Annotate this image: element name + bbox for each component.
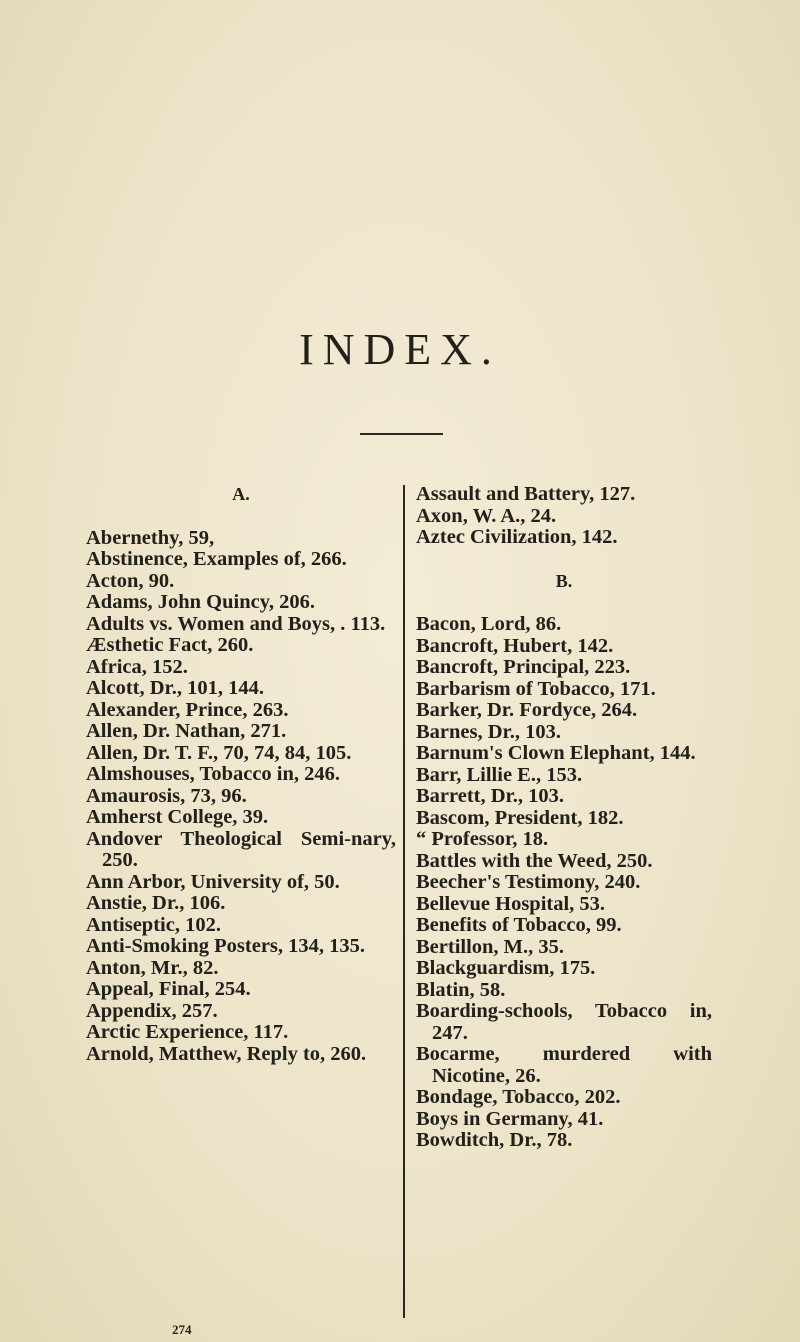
- index-entry: Bondage, Tobacco, 202.: [416, 1086, 621, 1108]
- spacer: [416, 592, 712, 614]
- index-entry: Blackguardism, 175.: [416, 957, 596, 979]
- index-entry: Amherst College, 39.: [86, 806, 269, 828]
- letter-heading-a: A.: [232, 484, 250, 504]
- index-entry: Arnold, Matthew, Reply to, 260.: [86, 1042, 367, 1065]
- index-entry: Æsthetic Fact, 260.: [86, 634, 254, 656]
- index-entry: Adams, John Quincy, 206.: [86, 591, 315, 613]
- index-entry: Allen, Dr. Nathan, 271.: [86, 720, 287, 742]
- index-entry: Acton, 90.: [86, 569, 175, 592]
- index-entry: Benefits of Tobacco, 99.: [416, 914, 622, 936]
- index-entry: Bowditch, Dr., 78.: [416, 1129, 573, 1151]
- index-entry: Axon, W. A., 24.: [416, 504, 557, 527]
- index-entry: Alcott, Dr., 101, 144.: [86, 677, 265, 699]
- index-entry: Bascom, President, 182.: [416, 806, 624, 829]
- index-entry: Amaurosis, 73, 96.: [86, 784, 247, 807]
- index-entry: Andover Theological Semi-nary, 250.: [86, 827, 396, 871]
- index-entry: Anstie, Dr., 106.: [86, 892, 226, 914]
- index-entry: Aztec Civilization, 142.: [416, 526, 618, 548]
- index-entry: Battles with the Weed, 250.: [416, 849, 653, 872]
- spacer: [86, 506, 396, 528]
- title-rule: [360, 433, 443, 435]
- index-entry: Bancroft, Hubert, 142.: [416, 634, 614, 657]
- index-entry: Barbarism of Tobacco, 171.: [416, 677, 656, 700]
- index-entry: Anton, Mr., 82.: [86, 956, 219, 979]
- index-entry: Abstinence, Examples of, 266.: [86, 548, 347, 570]
- index-entry: Barr, Lillie E., 153.: [416, 763, 583, 786]
- index-entry: Anti-Smoking Posters, 134, 135.: [86, 935, 366, 957]
- index-entry: Bellevue Hospital, 53.: [416, 892, 606, 915]
- index-entry: Beecher's Testimony, 240.: [416, 871, 641, 893]
- index-entry: Blatin, 58.: [416, 978, 506, 1001]
- index-entry: Africa, 152.: [86, 655, 188, 678]
- page-number: 274: [172, 1322, 192, 1337]
- index-entry: Barrett, Dr., 103.: [416, 785, 565, 807]
- index-column-left: [86, 484, 396, 1065]
- index-entry: Boys in Germany, 41.: [416, 1107, 604, 1130]
- index-entry: Ann Arbor, University of, 50.: [86, 870, 340, 893]
- column-divider: [403, 485, 405, 1318]
- index-entry: Bertillon, M., 35.: [416, 935, 565, 958]
- index-entry: Allen, Dr. T. F., 70, 74, 84, 105.: [86, 741, 352, 764]
- index-entry: “ Professor, 18.: [416, 828, 549, 850]
- letter-heading-b: B.: [555, 570, 573, 591]
- spacer: [416, 549, 712, 571]
- index-entry: Barker, Dr. Fordyce, 264.: [416, 699, 638, 721]
- index-entry: Assault and Battery, 127.: [416, 483, 636, 505]
- index-entry: Barnum's Clown Elephant, 144.: [416, 742, 696, 764]
- index-entry: Barnes, Dr., 103.: [416, 720, 562, 743]
- index-entry: Bancroft, Principal, 223.: [416, 656, 631, 678]
- index-column-right: [416, 484, 712, 1152]
- index-entry: Bocarme, murdered with Nicotine, 26.: [416, 1043, 712, 1087]
- index-entry: Boarding-schools, Tobacco in, 247.: [416, 1000, 712, 1044]
- index-entry: Almshouses, Tobacco in, 246.: [86, 763, 341, 785]
- index-entry: Alexander, Prince, 263.: [86, 698, 289, 721]
- index-entry: Antiseptic, 102.: [86, 913, 221, 936]
- index-entry: Arctic Experience, 117.: [86, 1021, 289, 1043]
- index-entry: Appeal, Final, 254.: [86, 978, 251, 1000]
- index-entry: Adults vs. Women and Boys, . 113.: [86, 612, 386, 635]
- index-entry: Abernethy, 59,: [86, 526, 215, 549]
- page-title: INDEX.: [299, 325, 501, 374]
- index-entry: Bacon, Lord, 86.: [416, 613, 562, 635]
- index-entry: Appendix, 257.: [86, 999, 218, 1022]
